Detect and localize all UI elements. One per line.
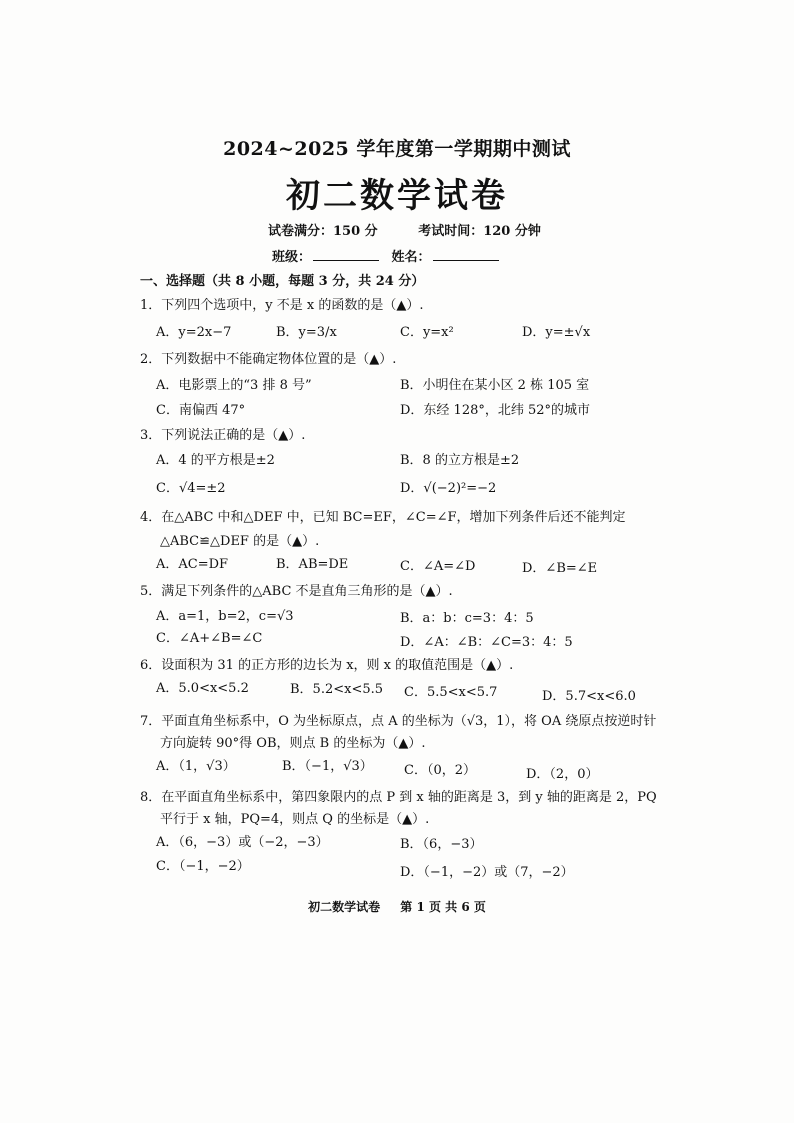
question-4-continued xyxy=(160,532,680,552)
option-c: C．y=x² xyxy=(400,325,454,340)
exam-meta xyxy=(268,220,577,239)
full-score: 试卷满分：150 分 xyxy=(268,224,378,239)
option-a: A．4 的平方根是±2 xyxy=(156,453,275,468)
question-stem: 1．下列四个选项中，y 不是 x 的函数的是（▲）. xyxy=(140,298,424,313)
option-c: C．（0，2） xyxy=(404,763,476,778)
question-stem: 2．下列数据中不能确定物体位置的是（▲）. xyxy=(140,352,397,367)
exam-term-title: 2024~2025 学年度第一学期期中测试 xyxy=(223,138,571,160)
question-8 xyxy=(140,788,660,808)
option-b: B．AB=DE xyxy=(276,557,349,572)
exam-time: 考试时间：120 分钟 xyxy=(418,224,541,239)
option-d: D．东经 128°，北纬 52°的城市 xyxy=(400,403,591,418)
question-stem-continued: 方向旋转 90°得 OB，则点 B 的坐标为（▲）. xyxy=(160,736,426,751)
footer-paper-name: 初二数学试卷 xyxy=(308,900,381,914)
question-2 xyxy=(140,350,660,370)
option-d: D．y=±√x xyxy=(522,325,591,340)
question-7-continued xyxy=(160,734,680,754)
option-a: A．（1，√3） xyxy=(156,759,236,774)
option-a: A．5.0<x<5.2 xyxy=(156,681,249,696)
question-stem: 4．在△ABC 中和△DEF 中，已知 BC=EF，∠C=∠F，增加下列条件后还不能判定 xyxy=(140,510,626,525)
option-a: A．AC=DF xyxy=(156,557,229,572)
question-1 xyxy=(140,296,660,316)
option-d: D．5.7<x<6.0 xyxy=(542,689,636,704)
question-7 xyxy=(140,712,660,732)
student-info-row xyxy=(272,246,507,265)
name-blank[interactable] xyxy=(433,248,499,261)
option-a: A．（6，−3）或（−2，−3） xyxy=(156,835,329,850)
option-a: A．a=1，b=2，c=√3 xyxy=(156,609,294,624)
footer-page-number: 第 1 页 共 6 页 xyxy=(400,900,486,914)
option-b: B．（6，−3） xyxy=(400,837,483,852)
question-stem: 8．在平面直角坐标系中，第四象限内的点 P 到 x 轴的距离是 3，到 y 轴的距离是 2，PQ xyxy=(140,790,657,805)
option-c: C．5.5<x<5.7 xyxy=(404,685,498,700)
option-a: A．电影票上的“3 排 8 号” xyxy=(156,378,312,393)
option-c: C．∠A+∠B=∠C xyxy=(156,631,263,646)
option-b: B．小明住在某小区 2 栋 105 室 xyxy=(400,378,590,393)
option-d: D．∠B=∠E xyxy=(522,561,598,576)
question-stem-continued: △ABC≌△DEF 的是（▲）. xyxy=(160,534,320,549)
option-d: D．√(−2)²=−2 xyxy=(400,481,497,496)
option-b: B．8 的立方根是±2 xyxy=(400,453,520,468)
question-stem: 6．设面积为 31 的正方形的边长为 x，则 x 的取值范围是（▲）. xyxy=(140,658,514,673)
question-5 xyxy=(140,582,660,602)
question-stem: 7．平面直角坐标系中，O 为坐标原点，点 A 的坐标为（√3，1），将 OA 绕原点按逆时针 xyxy=(140,714,657,729)
option-c: C．南偏西 47° xyxy=(156,403,246,418)
question-stem-continued: 平行于 x 轴，PQ=4，则点 Q 的坐标是（▲）. xyxy=(160,812,430,827)
class-label: 班级： xyxy=(272,250,312,265)
option-a: A．y=2x−7 xyxy=(156,325,232,340)
page-footer xyxy=(0,898,794,915)
class-blank[interactable] xyxy=(313,248,379,261)
name-label: 姓名： xyxy=(391,250,431,265)
option-d: D．（2，0） xyxy=(526,767,599,782)
question-3 xyxy=(140,426,660,446)
option-c: C．（−1，−2） xyxy=(156,859,250,874)
question-6 xyxy=(140,656,660,676)
question-stem: 5．满足下列条件的△ABC 不是直角三角形的是（▲）. xyxy=(140,584,453,599)
option-d: D．∠A：∠B：∠C=3：4：5 xyxy=(400,635,573,650)
option-b: B．（−1，√3） xyxy=(282,759,373,774)
question-8-continued xyxy=(160,810,680,830)
option-c: C．√4=±2 xyxy=(156,481,226,496)
question-4 xyxy=(140,508,660,528)
option-b: B．a：b：c=3：4：5 xyxy=(400,611,534,626)
exam-main-title: 初二数学试卷 xyxy=(286,176,508,216)
question-stem: 3．下列说法正确的是（▲）. xyxy=(140,428,306,443)
section-title: 一、选择题（共 8 小题，每题 3 分，共 24 分） xyxy=(140,274,425,289)
option-c: C．∠A=∠D xyxy=(400,559,476,574)
option-d: D．（−1，−2）或（7，−2） xyxy=(400,865,574,880)
option-b: B．5.2<x<5.5 xyxy=(290,682,384,697)
option-b: B．y=3/x xyxy=(276,325,337,340)
